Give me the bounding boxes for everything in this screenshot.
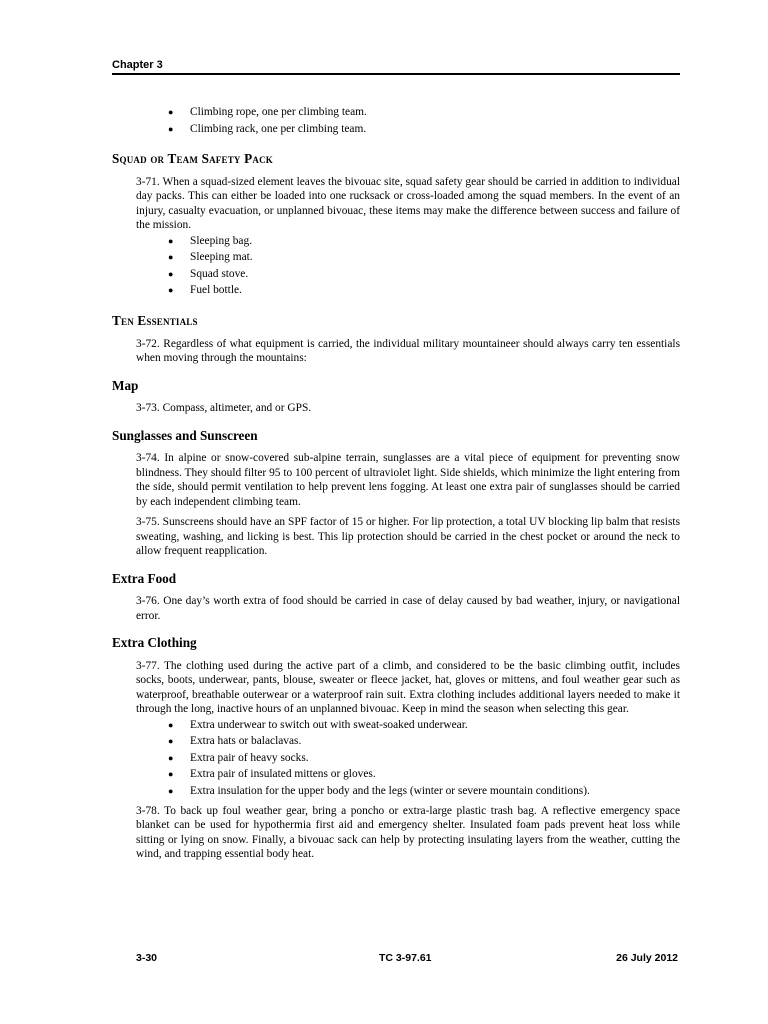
list-item: ● Sleeping mat. xyxy=(165,249,680,266)
footer-date: 26 July 2012 xyxy=(616,952,678,964)
list-item: ● Extra pair of heavy socks. xyxy=(165,750,680,767)
paragraph-3-74: 3-74. In alpine or snow-covered sub-alpine terrain, sunglasses are a vital piece of equipment for preventing snow blindness. They should filter 95 to 100 percent of ultraviolet light. Side shields, which minimize the light entering from the side, should permit ventilation to help prevent lens fogging. At least one extra pair of sunglasses should be carried by each independent climbing team. xyxy=(136,452,680,508)
list-item: ● Sleeping bag. xyxy=(165,233,680,250)
paragraph-3-72: 3-72. Regardless of what equipment is carried, the individual military mountaineer should always carry ten essentials when moving through the mountains: xyxy=(136,337,680,365)
list-item: ● Extra insulation for the upper body and the legs (winter or severe mountain conditions). xyxy=(165,783,680,800)
list-item: ● Climbing rack, one per climbing team. xyxy=(165,121,680,138)
paragraph-3-71: 3-71. When a squad-sized element leaves the bivouac site, squad safety gear should be carried in addition to individual day packs. This can either be loaded into one rucksack or cross-loaded among the squad members. In the event of an injury, casualty evacuation, or unplanned bivouac, these items may make the difference between success and failure of the mission. xyxy=(136,175,680,232)
section-heading-ten-essentials: Ten Essentials xyxy=(112,313,198,329)
footer-page-number: 3-30 xyxy=(136,952,158,964)
subheading-extra-clothing: Extra Clothing xyxy=(112,635,197,651)
subheading-map: Map xyxy=(112,377,139,393)
list-item: ● Extra hats or balaclavas. xyxy=(165,733,680,750)
list-item: ● Squad stove. xyxy=(165,266,680,283)
list-item: ● Extra underwear to switch out with sweat-soaked underwear. xyxy=(165,717,680,734)
paragraph-3-73: 3-73. Compass, altimeter, and or GPS. xyxy=(136,402,312,415)
list-item: ● Fuel bottle. xyxy=(165,282,680,299)
paragraph-3-78: 3-78. To back up foul weather gear, bring a poncho or extra-large plastic trash bag. A reflective emergency space blanket can be used for hypothermia first aid and emergency shelter. Insulated foam pads prevent heat loss while sitting or lying on snow. Finally, a bivouac sack can help by protecting insulating layers from the weather, cutting the wind, and trapping essential body heat. xyxy=(136,804,680,861)
squad-bullet-list xyxy=(112,233,680,299)
page-body xyxy=(112,104,680,868)
section-heading-squad: Squad or Team Safety Pack xyxy=(112,151,273,167)
paragraph-3-77: 3-77. The clothing used during the active part of a climb, and considered to be the basic climbing outfit, includes socks, boots, underwear, pants, blouse, sweater or fleece jacket, hat, gloves or mittens, and foul weather gear such as waterproof, breathable outerwear or a waterproof rain suit. Extra clothing includes additional layers needed to make it through the long, inactive hours of an unplanned bivouac. Keep in mind the season when selecting this gear. xyxy=(136,659,680,716)
subheading-extra-food: Extra Food xyxy=(112,570,177,586)
footer-document-id: TC 3-97.61 xyxy=(379,952,432,964)
subheading-sunglasses: Sunglasses and Sunscreen xyxy=(112,427,258,443)
list-item: ● Extra pair of insulated mittens or gloves. xyxy=(165,766,680,783)
paragraph-3-76: 3-76. One day’s worth extra of food should be carried in case of delay caused by bad weather, injury, or navigational error. xyxy=(136,595,680,622)
intro-bullet-list xyxy=(112,104,680,137)
paragraph-3-75: 3-75. Sunscreens should have an SPF factor of 15 or higher. For lip protection, a total UV blocking lip balm that resists sweating, washing, and licking is best. This lip protection should be carried in the chest pocket or around the neck to allow frequent reapplication. xyxy=(136,516,680,558)
clothing-bullet-list xyxy=(112,717,680,800)
list-item: ● Climbing rope, one per climbing team. xyxy=(165,104,680,121)
header-rule xyxy=(112,73,680,75)
chapter-header: Chapter 3 xyxy=(112,59,163,71)
